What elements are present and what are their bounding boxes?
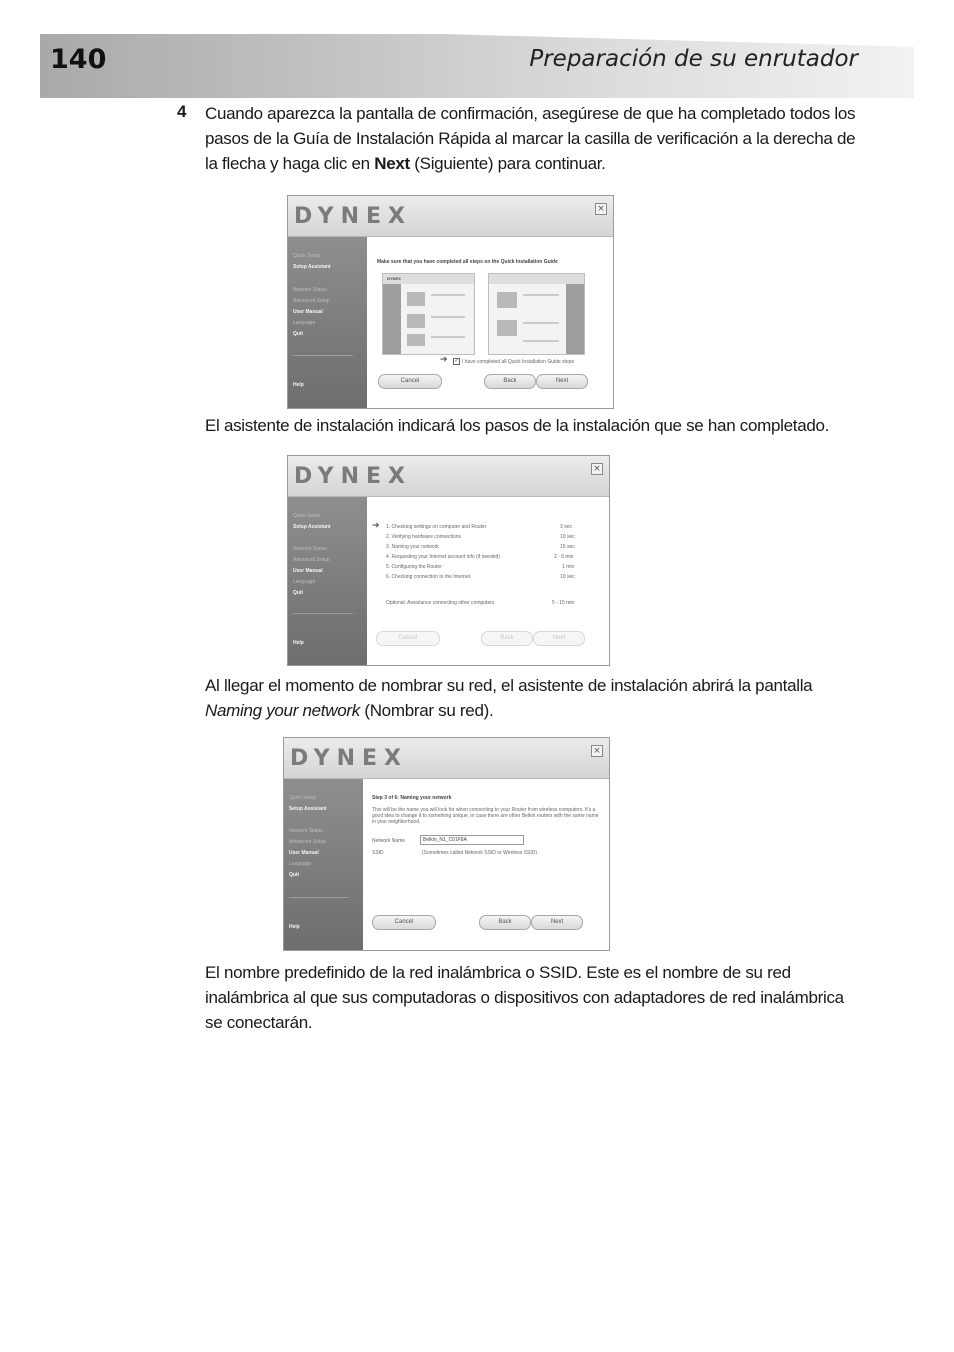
- sidebar: [288, 497, 367, 665]
- sidebar-divider: [293, 613, 353, 614]
- step-label-3: 3. Naming your network: [386, 544, 439, 550]
- page-number: 140: [50, 44, 107, 75]
- step-label-5: 5. Configuring the Router: [386, 564, 442, 570]
- sidebar-item-network-status: Network Status: [293, 287, 327, 293]
- cancel-button[interactable]: Cancel: [378, 374, 442, 389]
- sidebar-item-setup-assistant: Setup Assistant: [293, 524, 331, 530]
- wizard-steps-paragraph: El asistente de instalación indicará los pasos de la instalación que se han completado.: [205, 416, 830, 435]
- back-button[interactable]: Back: [484, 374, 536, 389]
- sidebar-item-help: Help: [289, 924, 300, 930]
- guide-logo: DYNEX: [387, 276, 401, 281]
- step-label-2: 2. Verifying hardware connections: [386, 534, 462, 540]
- sidebar-item-setup-assistant: Setup Assistant: [289, 806, 327, 812]
- ssid-label: SSID: [372, 850, 384, 856]
- checkbox-label: I have completed all Quick Installation Guide steps: [462, 359, 575, 365]
- step4-paragraph: [205, 101, 865, 176]
- content-area: [364, 779, 609, 950]
- step-label-1: 1. Checking settings on computer and Router: [386, 524, 487, 530]
- sidebar-item-network-status: Network Status: [289, 828, 323, 834]
- network-name-input[interactable]: Belkin_N1_C01F8A: [420, 835, 524, 845]
- arrow-right-icon: ➔: [372, 521, 380, 531]
- optional-step-label: Optional: Assistance connecting other computers: [386, 600, 495, 606]
- step4-text-after: (Siguiente) para continuar.: [409, 154, 606, 173]
- step-label-4: 4. Requesting your Internet account info (if needed): [386, 554, 500, 560]
- naming-heading: Step 3 of 6: Naming your network: [372, 795, 452, 801]
- next-button[interactable]: Next: [531, 915, 583, 930]
- sidebar-item-help: Help: [293, 382, 304, 388]
- step-time-5: 1 min: [562, 564, 575, 570]
- guide-page-thumbnail-left: [382, 273, 475, 355]
- sidebar-item-advanced-setup: Advanced Setup: [293, 298, 330, 304]
- sidebar-item-language: Language: [289, 861, 312, 867]
- sidebar: [284, 779, 363, 950]
- step-label-6: 6. Checking connection to the Internet: [386, 574, 471, 580]
- confirmation-screenshot: [287, 195, 614, 409]
- sidebar-item-language: Language: [293, 320, 316, 326]
- step4-next-bold: Next: [374, 154, 410, 173]
- cancel-button[interactable]: Cancel: [372, 915, 436, 930]
- sidebar-item-user-manual: User Manual: [289, 850, 319, 856]
- close-icon: ×: [595, 203, 607, 215]
- window-titlebar: [288, 456, 609, 497]
- sidebar-divider: [289, 897, 349, 898]
- step-time-4: 2 - 5 min: [554, 554, 574, 560]
- step-time-3: 15 sec: [560, 544, 575, 550]
- sidebar-item-quick-setup: Quick Setup: [289, 795, 317, 801]
- network-name-label: Network Name: [372, 838, 406, 844]
- naming-description: This will be the name you will look for when connecting to your Router from wireless computers. It's a good idea to change it to something unique, in case there are other Belkin routers with the same name in your neighborhood.: [372, 807, 599, 825]
- next-button[interactable]: Next: [533, 631, 585, 646]
- back-button[interactable]: Back: [481, 631, 533, 646]
- sidebar-divider: [293, 355, 353, 356]
- sidebar-item-language: Language: [293, 579, 316, 585]
- sidebar-item-help: Help: [293, 640, 304, 646]
- dynex-logo: DYNEX: [294, 464, 412, 489]
- close-icon: ×: [591, 463, 603, 475]
- window-titlebar: [284, 738, 609, 779]
- naming-paragraph: [205, 673, 865, 723]
- sidebar-item-quit: Quit: [293, 331, 303, 337]
- next-button[interactable]: Next: [536, 374, 588, 389]
- content-area: [368, 497, 609, 665]
- guide-complete-checkbox[interactable]: ✓: [454, 358, 459, 364]
- step4-text-before: Cuando aparezca la pantalla de confirmación, asegúrese de que ha completado todos los pasos de la Guía de Instalación Rápida al marcar la casilla de verificación a la derecha de la flecha y haga clic en: [205, 104, 856, 173]
- naming-italic: Naming your network: [205, 701, 360, 720]
- guide-page-thumbnail-right: [488, 273, 585, 355]
- sidebar-item-network-status: Network Status: [293, 546, 327, 552]
- optional-step-time: 5 - 15 min: [552, 600, 575, 606]
- dynex-logo: DYNEX: [294, 204, 412, 229]
- sidebar-item-quick-setup: Quick Setup: [293, 513, 321, 519]
- sidebar-item-quick-setup: Quick Setup: [293, 253, 321, 259]
- sidebar-item-setup-assistant: Setup Assistant: [293, 264, 331, 270]
- confirmation-heading: Make sure that you have completed all steps on the Quick Installation Guide: [377, 259, 558, 265]
- sidebar-item-user-manual: User Manual: [293, 309, 323, 315]
- back-button[interactable]: Back: [479, 915, 531, 930]
- step-time-6: 10 sec: [560, 574, 575, 580]
- window-titlebar: [288, 196, 613, 237]
- ssid-paragraph: El nombre predefinido de la red inalámbrica o SSID. Este es el nombre de su red inalámbrica al que sus computadoras o dispositivos con adaptadores de red inalámbrica se conectarán.: [205, 963, 844, 1032]
- ssid-note: (Sometimes called Network SSID or Wireless SSID): [422, 850, 538, 856]
- cancel-button[interactable]: Cancel: [376, 631, 440, 646]
- sidebar-item-user-manual: User Manual: [293, 568, 323, 574]
- content-area: [368, 237, 613, 408]
- close-icon: ×: [591, 745, 603, 757]
- sidebar-item-quit: Quit: [289, 872, 299, 878]
- step-time-2: 10 sec: [560, 534, 575, 540]
- sidebar-item-advanced-setup: Advanced Setup: [293, 557, 330, 563]
- dynex-logo: DYNEX: [290, 746, 408, 771]
- sidebar-item-quit: Quit: [293, 590, 303, 596]
- running-title: Preparación de su enrutador: [529, 46, 858, 72]
- naming-text-after: (Nombrar su red).: [359, 701, 494, 720]
- sidebar: [288, 237, 367, 408]
- naming-text-before: Al llegar el momento de nombrar su red, el asistente de instalación abrirá la pantalla: [205, 676, 813, 695]
- step-number: 4: [177, 102, 187, 121]
- sidebar-item-advanced-setup: Advanced Setup: [289, 839, 326, 845]
- arrow-right-icon: ➔: [440, 355, 448, 365]
- naming-network-screenshot: [283, 737, 610, 951]
- progress-steps-screenshot: [287, 455, 610, 666]
- step-time-1: 3 sec: [560, 524, 572, 530]
